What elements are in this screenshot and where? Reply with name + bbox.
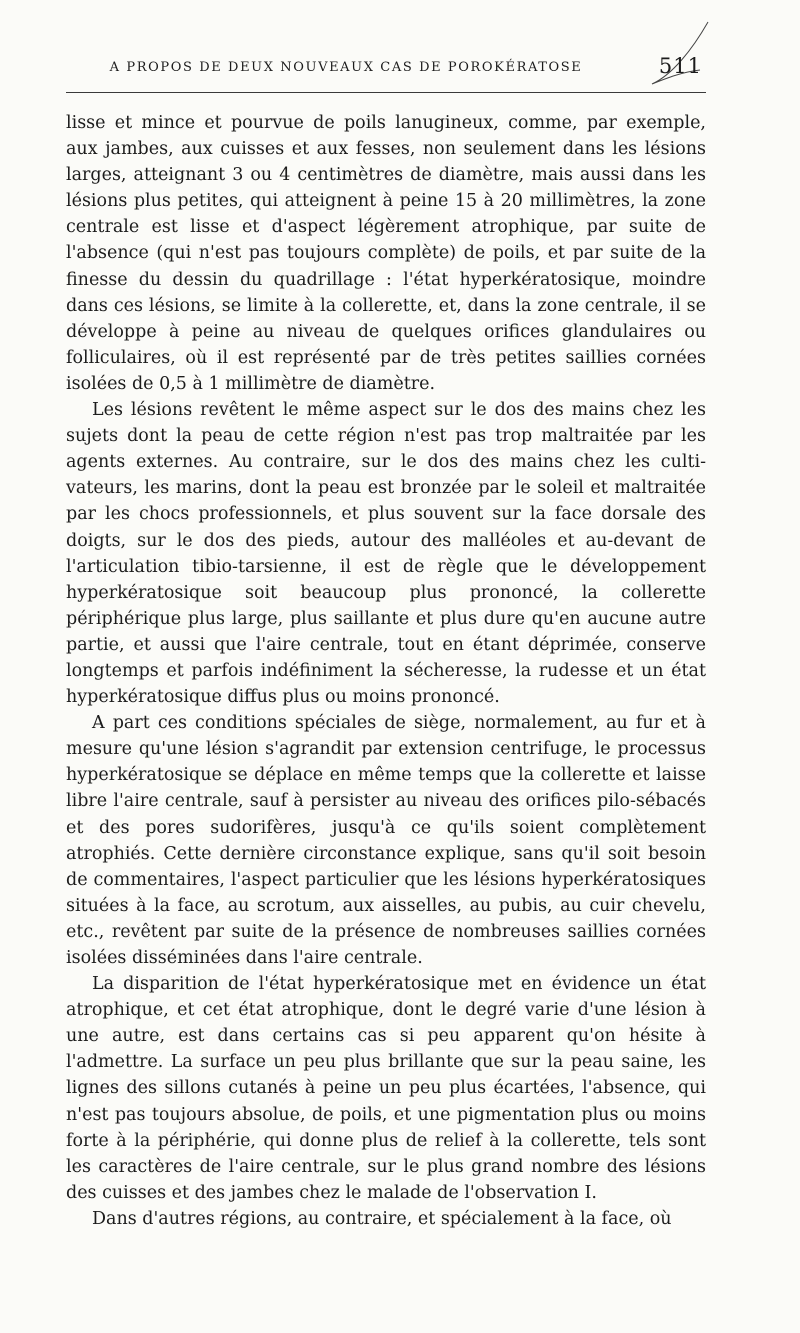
paragraph: lisse et mince et pourvue de poils lanugineux, comme, par exemple, aux jambes, aux cuisses et aux fesses, non seulement dans les lésions larges, atteignant 3 ou 4 centimètres de diamètre, mais aussi dans les lésions plus petites, qui atteignent à peine 15 à 20 millimètres, la zone centrale est lisse et d'aspect légèrement atrophique, par suite de l'absence (qui n'est pas toujours complète) de poils, et par suite de la finesse du dessin du quadrillage : l'état hyperkératosique, moindre dans ces lésions, se limite à la collerette, et, dans la zone centrale, il se développe à peine au niveau de quelques orifices glandulaires ou folliculaires, où il est représenté par de très petites saillies cornées isolées de 0,5 à 1 millimètre de diamètre.	[66, 113, 706, 394]
paragraph: Les lésions revêtent le même aspect sur le dos des mains chez les sujets dont la peau de cette région n'est pas trop maltraitée par les agents externes. Au contraire, sur le dos des mains chez les cultivateurs, les marins, dont la peau est bronzée par le soleil et maltraitée par les chocs professionnels, et plus souvent sur la face dorsale des doigts, sur le dos des pieds, autour des malléoles et au-devant de l'articulation tibio-tarsienne, il est de règle que le développement hyperkératosique soit beaucoup plus prononcé, la collerette périphérique plus large, plus saillante et plus dure qu'en aucune autre partie, et aussi que l'aire centrale, tout en étant déprimée, conserve longtemps et parfois indéfiniment la sécheresse, la rudesse et un état hyperkératosique diffus plus ou moins prononcé.	[66, 400, 706, 708]
paragraph: La disparition de l'état hyperkératosique met en évidence un état atrophique, et cet état atrophique, dont le degré varie d'une lésion à une autre, est dans certains cas si peu apparent qu'on hésite à l'admettre. La surface un peu plus brillante que sur la peau saine, les lignes des sillons cutanés à peine un peu plus écartées, l'absence, qui n'est pas toujours absolue, de poils, et une pigmentation plus ou moins forte à la périphérie, qui donne plus de relief à la collerette, tels sont les caractères de l'aire centrale, sur le plus grand nombre des lésions des cuisses et des jambes chez le malade de l'observation I.	[66, 974, 706, 1203]
paragraph: A part ces conditions spéciales de siège, normalement, au fur et à mesure qu'une lésion s'agrandit par extension centrifuge, le processus hyperkératosique se déplace en même temps que la collerette et laisse libre l'aire centrale, sauf à persister au niveau des orifices pilo-sébacés et des pores sudorifères, jusqu'à ce qu'ils soient complètement atrophiés. Cette dernière circonstance explique, sans qu'il soit besoin de commentaires, l'aspect particulier que les lésions hyperkératosiques situées à la face, au scrotum, aux aisselles, au pubis, au cuir chevelu, etc., revêtent par suite de la présence de nombreuses saillies cornées isolées disséminées dans l'aire centrale.	[66, 713, 706, 968]
page-header	[66, 54, 706, 86]
paragraph: Dans d'autres régions, au contraire, et spécialement à la face, où	[92, 1208, 672, 1229]
header-rule	[66, 92, 706, 93]
body-text	[66, 110, 706, 1232]
running-head: A PROPOS DE DEUX NOUVEAUX CAS DE POROKÉRATOSE	[109, 60, 583, 75]
page-number: 511	[658, 54, 702, 78]
